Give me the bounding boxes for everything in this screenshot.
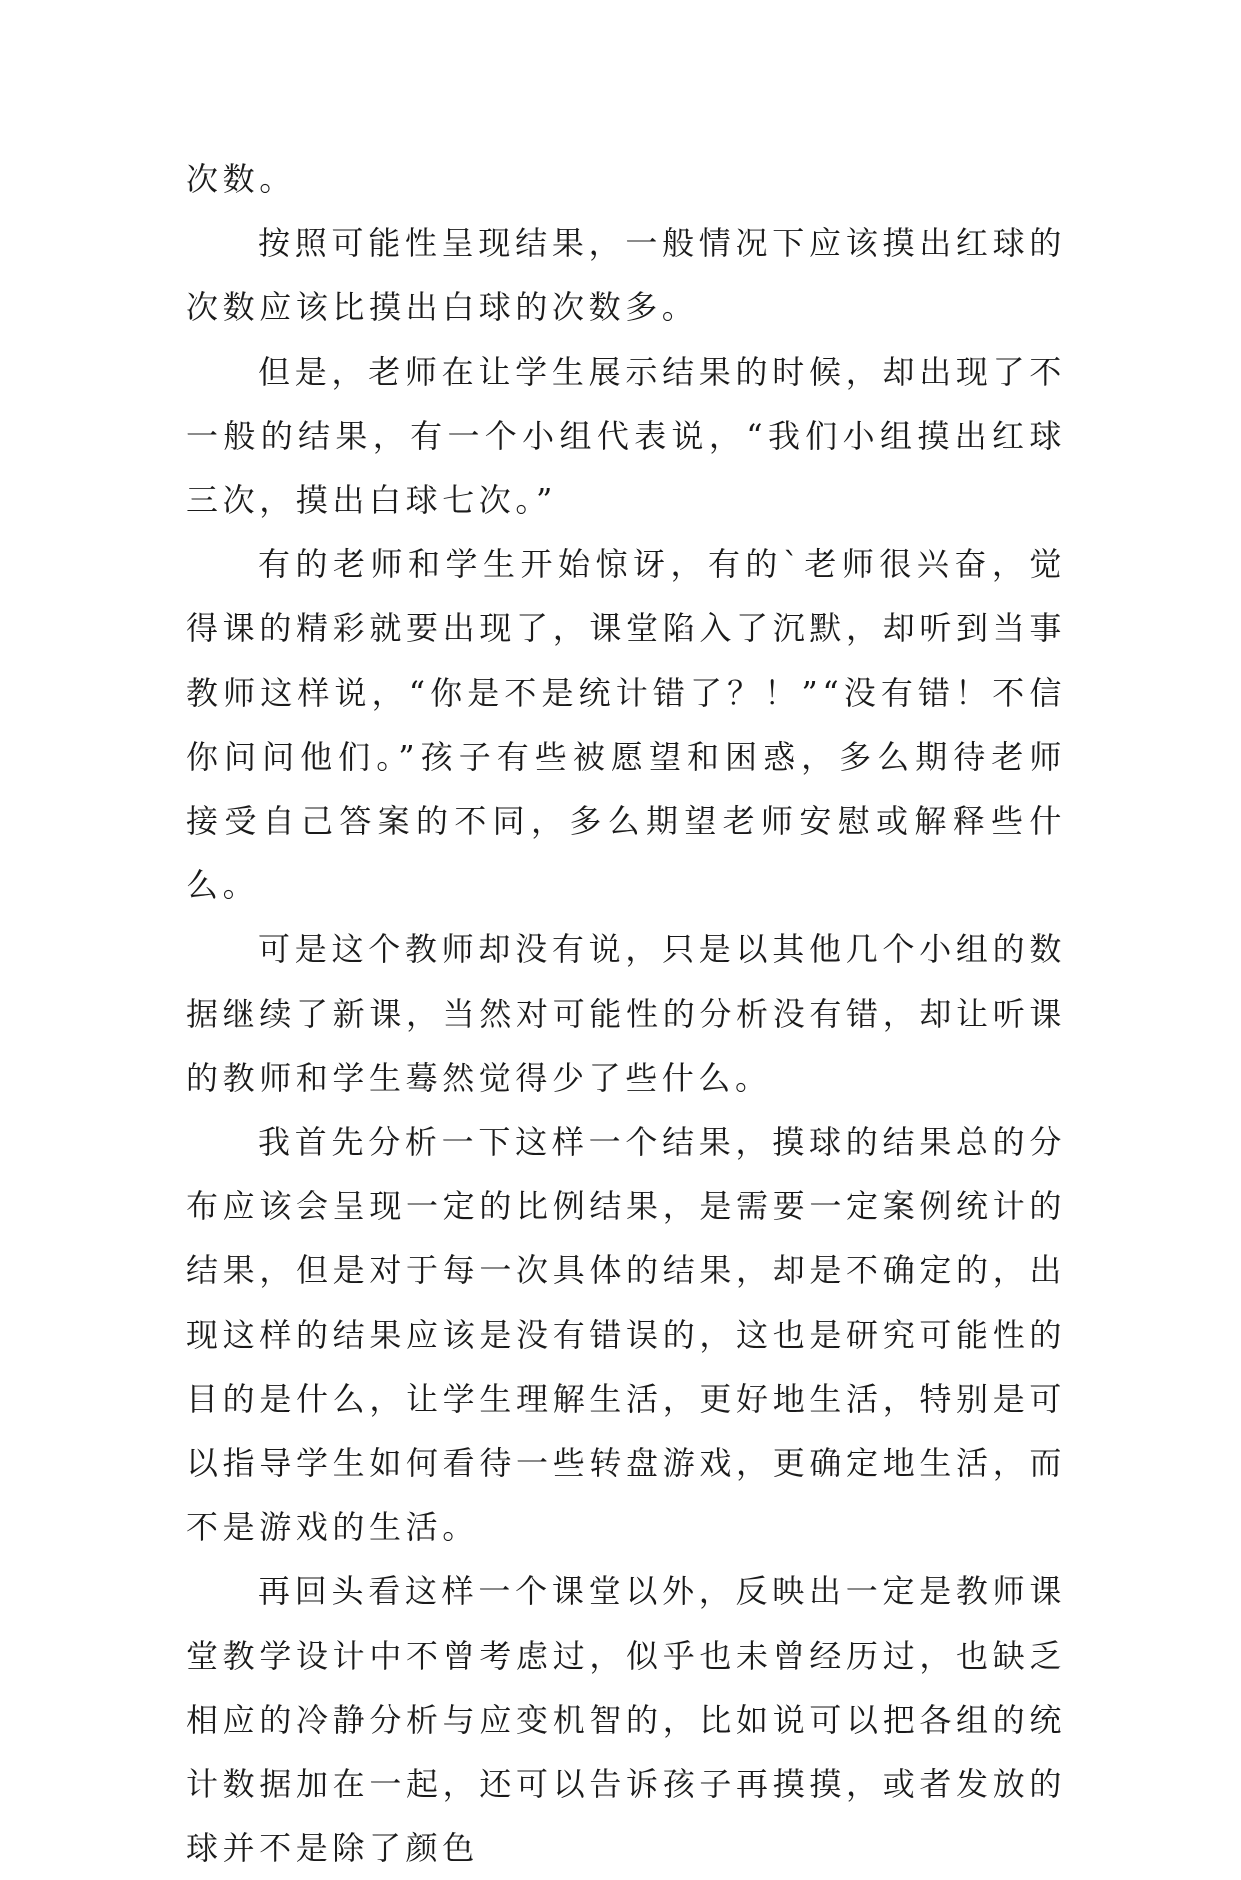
paragraph-6: 我首先分析一下这样一个结果，摸球的结果总的分布应该会呈现一定的比例结果，是需要一定案例统计的结果，但是对于每一次具体的结果，却是不确定的，出现这样的结果应该是没有错误的，这也是研究可能性的目的是什么，让学生理解生活，更好地生活，特别是可以指导学生如何看待一些转盘游戏，更确定地生活，而不是游戏的生活。 <box>186 1123 1066 1547</box>
body-text <box>186 147 1066 1880</box>
paragraph-7: 再回头看这样一个课堂以外，反映出一定是教师课堂教学设计中不曾考虑过，似乎也未曾经历过，也缺乏相应的冷静分析与应变机智的，比如说可以把各组的统计数据加在一起，还可以告诉孩子再摸摸，或者发放的球并不是除了颜色 <box>186 1572 1066 1868</box>
paragraph-4: 有的老师和学生开始惊讶，有的`老师很兴奋，觉得课的精彩就要出现了，课堂陷入了沉默，却听到当事教师这样说，“你是不是统计错了？！”“没有错！不信你问问他们。”孩子有些被愿望和困惑，多么期待老师接受自己答案的不同，多么期望老师安慰或解释些什么。 <box>186 545 1066 905</box>
paragraph-5: 可是这个教师却没有说，只是以其他几个小组的数据继续了新课，当然对可能性的分析没有错，却让听课的教师和学生蓦然觉得少了些什么。 <box>186 930 1066 1097</box>
paragraph-2: 按照可能性呈现结果，一般情况下应该摸出红球的次数应该比摸出白球的次数多。 <box>186 224 1066 327</box>
paragraph-3: 但是，老师在让学生展示结果的时候，却出现了不一般的结果，有一个小组代表说，“我们小组摸出红球三次，摸出白球七次。” <box>186 352 1066 520</box>
paragraph-1: 次数。 <box>186 160 296 198</box>
